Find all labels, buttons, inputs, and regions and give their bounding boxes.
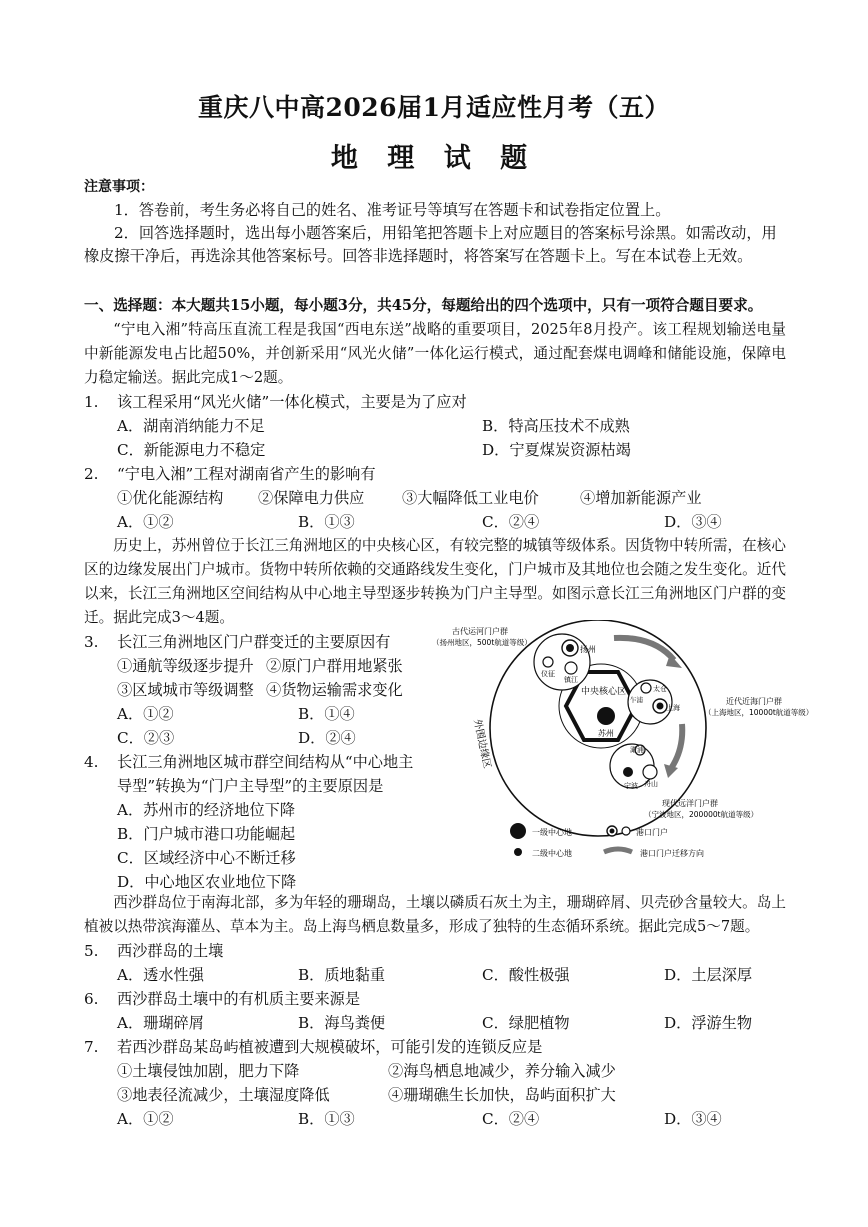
q4-option-c: C．区域经济中心不断迁移 <box>117 849 296 867</box>
q7-statement-2: ②海鸟栖息地减少，养分输入减少 <box>388 1062 616 1080</box>
q4-stem-line-1: 长江三角洲地区城市群空间结构从“中心地主 <box>117 753 414 771</box>
city-taicang: 太仓 <box>653 685 667 693</box>
legend-arrow-label: 港口门户迁移方向 <box>640 849 704 858</box>
q3-statement-1: ①通航等级逐步提升 <box>117 657 254 675</box>
yangzhou-center-dot <box>566 644 574 652</box>
q1-option-a: A．湖南消纳能力不足 <box>117 417 265 435</box>
legend-port-symbol-b <box>622 827 630 835</box>
notice-item-2-cont: 橡皮擦干净后，再选涂其他答案标号。回答非选择题时，将答案写在答题卡上。写在本试卷上无效。 <box>84 247 753 265</box>
q3-statement-3: ③区域城市等级调整 <box>117 681 254 699</box>
zhenjiang-port-marker <box>565 662 577 674</box>
city-zhenjiang: 镇江 <box>564 676 578 684</box>
notice-item-1: 1．答卷前，考生务必将自己的姓名、准考证号等填写在答题卡和试卷指定位置上。 <box>114 201 671 219</box>
q3-stem: 长江三角洲地区门户群变迁的主要原因有 <box>117 633 391 651</box>
ningbo-center-dot <box>623 767 633 777</box>
q6-option-b: B．海鸟粪便 <box>298 1014 386 1032</box>
q2-number: 2. <box>84 465 99 483</box>
q3-statement-4: ④货物运输需求变化 <box>266 681 403 699</box>
q3-option-b: B．①④ <box>298 705 355 723</box>
notice-item-2: 2．回答选择题时，选出每小题答案后，用铅笔把答题卡上对应题目的答案标号涂黑。如需改动，用 <box>114 224 777 242</box>
q7-option-b: B．①③ <box>298 1110 355 1128</box>
shanghai-center-dot <box>657 703 664 710</box>
legend-port-label: 港口门户 <box>636 828 668 837</box>
q4-stem-line-2: 导型”转换为“门户主导型”的主要原因是 <box>117 777 384 795</box>
migration-arrow-1 <box>614 638 674 660</box>
city-kaiyuan: 乍浦 <box>630 696 643 704</box>
section-heading: 一、选择题：本大题共15小题，每小题3分，共45分，每题给出的四个选项中，只有一项符合题目要求。 <box>84 297 763 314</box>
q6-option-a: A．珊瑚碎屑 <box>117 1014 204 1032</box>
core-region-label: 中央核心区 <box>581 687 627 697</box>
q1-stem: 该工程采用“风光火储”一体化模式，主要是为了应对 <box>117 393 467 411</box>
material-1: “宁电入湘”特高压直流工程是我国“西电东送”战略的重要项目，2025年8月投产。该工程规划输送电量中新能源发电占比超50%，并创新采用“风光火储”一体化运行模式，通过配套煤电调峰和储能设施，保障电力稳定输送。据此完成1～2题。 <box>84 321 786 386</box>
q2-option-c: C．②④ <box>482 513 540 531</box>
yizheng-port-marker <box>543 657 553 667</box>
q1-option-b: B．特高压技术不成熟 <box>482 417 630 435</box>
q7-statement-3: ③地表径流减少，土壤湿度降低 <box>117 1086 330 1104</box>
legend-port-symbol-a-dot <box>610 829 615 834</box>
suzhou-center-dot <box>597 707 615 725</box>
q3-option-c: C．②③ <box>117 729 175 747</box>
q4-number: 4. <box>84 753 99 771</box>
legend-second-label: 二级中心地 <box>532 849 572 858</box>
q4-option-a: A．苏州市的经济地位下降 <box>117 801 296 819</box>
q1-option-c: C．新能源电力不稳定 <box>117 441 266 459</box>
zhoushan-port-marker <box>643 765 657 779</box>
group-near-label: 近代近海门户群 <box>726 697 782 706</box>
q5-option-c: C．酸性极强 <box>482 966 570 984</box>
q5-option-d: D．土层深厚 <box>664 966 753 984</box>
legend-second-symbol <box>514 848 522 856</box>
q6-stem: 西沙群岛土壤中的有机质主要来源是 <box>117 990 360 1008</box>
q2-option-a: A．①② <box>117 513 174 531</box>
legend-first-symbol <box>510 823 526 839</box>
q7-statement-1: ①土壤侵蚀加剧，肥力下降 <box>117 1062 300 1080</box>
q3-option-d: D．②④ <box>298 729 356 747</box>
notice-heading: 注意事项： <box>84 179 154 195</box>
q6-number: 6. <box>84 990 99 1008</box>
q5-option-b: B．质地黏重 <box>298 966 386 984</box>
subject-title: 地 理 试 题 <box>330 143 538 174</box>
exam-title: 重庆八中高2026届1月适应性月考（五） <box>198 93 670 122</box>
q5-option-a: A．透水性强 <box>117 966 204 984</box>
q4-option-d: D．中心地区农业地位下降 <box>117 873 297 891</box>
city-shanghai: 上海 <box>666 704 680 712</box>
q2-statement-4: ④增加新能源产业 <box>580 489 702 507</box>
city-yangzhou: 扬州 <box>580 645 596 654</box>
q2-statement-1: ①优化能源结构 <box>117 489 224 507</box>
q7-option-d: D．③④ <box>664 1110 722 1128</box>
q1-option-d: D．宁夏煤炭资源枯竭 <box>482 441 631 459</box>
city-zhapu: 澉浦 <box>630 746 644 754</box>
city-ningbo: 宁波 <box>624 782 638 790</box>
q3-option-a: A．①② <box>117 705 174 723</box>
group-near-sub: （上海地区，10000t航道等级） <box>704 708 814 717</box>
q2-statement-3: ③大幅降低工业电价 <box>402 489 539 507</box>
q5-stem: 西沙群岛的土壤 <box>117 942 224 960</box>
outer-region-label: 外围边缘区 <box>471 718 493 770</box>
taicang-port-marker <box>641 683 651 693</box>
q6-option-c: C．绿肥植物 <box>482 1014 570 1032</box>
q2-statement-2: ②保障电力供应 <box>258 489 365 507</box>
group-ocean-label: 现代远洋门户群 <box>662 799 718 808</box>
group-ancient-label: 古代运河门户群 <box>452 627 508 636</box>
q7-option-c: C．②④ <box>482 1110 540 1128</box>
group-ancient-sub: （扬州地区，500t航道等级） <box>432 638 532 647</box>
material-2: 历史上，苏州曾位于长江三角洲地区的中央核心区，有较完整的城镇等级体系。因货物中转所需，在核心区的边缘发展出门户城市。货物中转所依赖的交通路线发生变化，门户城市及其地位也会随之发生变化。近代以来，长江三角洲地区空间结构从中心地主导型逐步转换为门户主导型。如图示意长江三角洲地区门户群的变迁。据此完成3～4题。 <box>84 537 786 626</box>
q2-stem: “宁电入湘”工程对湖南省产生的影响有 <box>117 465 376 483</box>
q7-statement-4: ④珊瑚礁生长加快，岛屿面积扩大 <box>388 1086 616 1104</box>
city-zhoushan: 舟山 <box>644 780 658 788</box>
q7-option-a: A．①② <box>117 1110 174 1128</box>
legend-arrow-symbol <box>604 849 632 852</box>
q5-number: 5. <box>84 942 99 960</box>
q2-option-b: B．①③ <box>298 513 355 531</box>
city-suzhou: 苏州 <box>598 729 614 738</box>
q6-option-d: D．浮游生物 <box>664 1014 753 1032</box>
q3-number: 3. <box>84 633 99 651</box>
q3-statement-2: ②原门户群用地紧张 <box>266 657 403 675</box>
gateway-diagram <box>418 620 818 870</box>
material-3: 西沙群岛位于南海北部，多为年轻的珊瑚岛，土壤以磷质石灰土为主，珊瑚碎屑、贝壳砂含量较大。岛上植被以热带滨海灌丛、草本为主。岛上海鸟栖息数量多，形成了独特的生态循环系统。据此完成5～7题。 <box>84 894 786 935</box>
q4-option-b: B．门户城市港口功能崛起 <box>117 825 296 843</box>
q2-option-d: D．③④ <box>664 513 722 531</box>
q7-stem: 若西沙群岛某岛屿植被遭到大规模破坏，可能引发的连锁反应是 <box>117 1038 543 1056</box>
migration-arrow-2 <box>670 724 682 770</box>
legend-first-label: 一级中心地 <box>532 828 572 837</box>
q1-number: 1. <box>84 393 99 411</box>
group-ocean-sub: （宁波地区，200000t航道等级） <box>644 810 759 819</box>
q7-number: 7. <box>84 1038 99 1056</box>
city-yizheng: 仪征 <box>541 670 555 678</box>
